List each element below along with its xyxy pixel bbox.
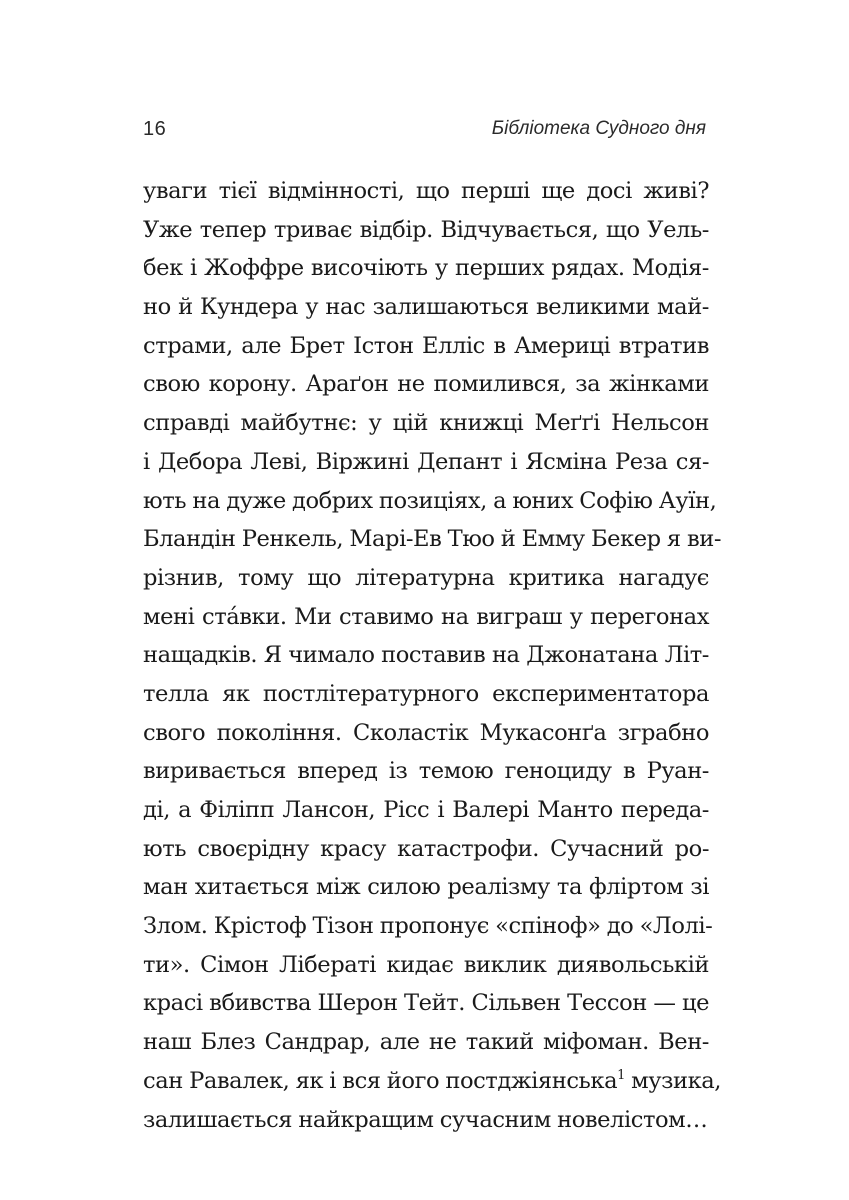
text-line: Уже тепер триває відбір. Відчувається, що Уель- bbox=[143, 216, 709, 243]
text-line: Бландін Ренкель, Марі-Ев Тюо й Емму Бекер я ви- bbox=[143, 526, 722, 553]
text-line: уваги тієї відмінності, що перші ще досі живі? bbox=[143, 178, 709, 204]
text-line: нащадків. Я чимало поставив на Джонатана Літ- bbox=[143, 642, 709, 669]
text-line: свою корону. Араґон не помилився, за жінками bbox=[143, 371, 709, 398]
text-line: телла як постлітературного експериментатора bbox=[143, 680, 709, 707]
text-line: мені ста́вки. Ми ставимо на виграш у перегонах bbox=[143, 603, 709, 630]
page-number: 16 bbox=[143, 118, 167, 140]
text-line: ді, а Філіпп Лансон, Рісс і Валері Манто переда- bbox=[143, 797, 709, 823]
text-line: наш Блез Сандрар, але не такий міфоман. Вен- bbox=[143, 1029, 709, 1056]
footnote-marker: 1 bbox=[617, 1067, 625, 1083]
text-segment: сан Равалек, як і вся його постджіянська bbox=[143, 1067, 618, 1094]
text-line: бек і Жоффре височіють у перших рядах. Модія- bbox=[143, 255, 709, 282]
text-line: ман хитається між силою реалізму та фліртом зі bbox=[143, 874, 709, 901]
running-title: Бібліотека Судного дня bbox=[491, 118, 706, 139]
text-line-with-footnote bbox=[143, 1062, 722, 1101]
text-line: і Дебора Леві, Віржині Депант і Ясміна Реза ся- bbox=[143, 448, 709, 475]
text-line: виривається вперед із темою геноциду в Руан- bbox=[143, 758, 709, 785]
text-line: свого покоління. Сколастік Мукасонґа зграбно bbox=[143, 719, 709, 746]
text-line: ти». Сімон Лібераті кидає виклик диявольській bbox=[143, 951, 709, 978]
text-line: ють на дуже добрих позиціях, а юних Софію Ауїн, bbox=[143, 487, 717, 514]
text-line: різнив, тому що літературна критика нагадує bbox=[143, 564, 709, 591]
text-line: Злом. Крістоф Тізон пропонує «спіноф» до «Лолі- bbox=[143, 913, 713, 940]
text-line: страми, але Брет Істон Елліс в Америці втратив bbox=[143, 332, 709, 359]
running-head bbox=[143, 118, 706, 148]
text-line: красі вбивства Шерон Тейт. Сільвен Тессон — це bbox=[143, 990, 709, 1017]
text-segment: музика, bbox=[624, 1067, 722, 1094]
text-line: но й Кундера у нас залишаються великими май- bbox=[143, 294, 709, 321]
text-line: ють своєрідну красу катастрофи. Сучасний ро- bbox=[143, 835, 709, 862]
text-line-last: залишається найкращим сучасним новелістом… bbox=[143, 1106, 708, 1133]
text-line: справді майбутнє: у цій книжці Меґґі Нельсон bbox=[143, 410, 709, 437]
body-text bbox=[143, 172, 722, 1139]
